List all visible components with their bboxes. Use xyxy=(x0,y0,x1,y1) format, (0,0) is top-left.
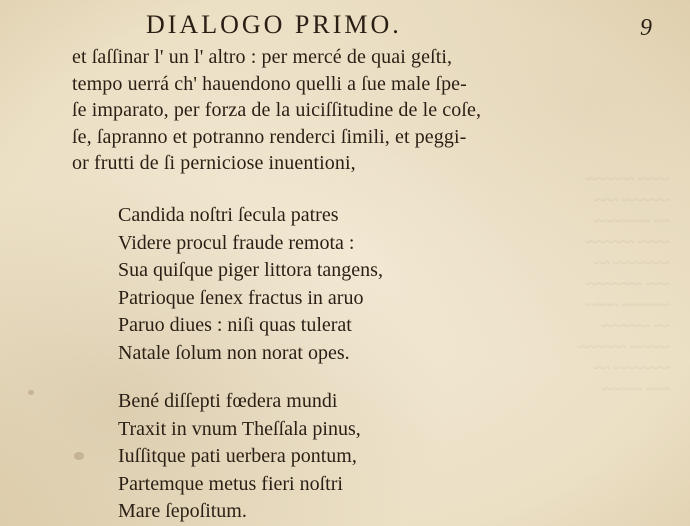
verse-line: Natale ſolum non norat opes. xyxy=(118,341,350,364)
verse-line: Sua quiſque piger littora tangens, xyxy=(118,259,383,281)
verse-stanza-2 xyxy=(118,388,361,526)
prose-line: or frutti de ſi perniciose inuentioni, xyxy=(72,152,356,174)
show-through-text: ~~~~ ~~~~~~ ~~~~~~ ~~~ ~~ ~~~~~~~ ~~~~ ~~~~~~ ~~~~~~~ ~~ ~~~ ~~~~~~~ ~~~~~~ ~~~~ ~~ ~~~~~~ ~~~~~ ~~~~~~ ~~~~~~~ ~~ ~~~ ~~~~~ xyxy=(576,172,670,398)
verse-line: Traxit in vnum Theſſala pinus, xyxy=(118,417,361,440)
page-header xyxy=(0,8,690,42)
foxing-spot xyxy=(28,390,34,395)
prose-line: ſe, ſapranno et potranno renderci ſimili, et peggi- xyxy=(72,125,467,148)
foxing-spot xyxy=(74,452,84,460)
prose-paragraph xyxy=(72,44,572,177)
prose-line: et ſaſſinar l' un l' altro : per mercé de quai geſti, xyxy=(72,46,453,68)
verse-line: Partemque metus fieri noſtri xyxy=(118,472,343,495)
verse-stanza-1 xyxy=(118,202,383,367)
running-head: DIALOGO PRIMO. xyxy=(146,10,402,39)
verse-line: Mare ſepoſitum. xyxy=(118,500,247,522)
verse-line: Candida noſtri ſecula patres xyxy=(118,204,339,226)
verse-line: Videre procul fraude remota : xyxy=(118,231,355,254)
verse-line: Bené diſſepti fœdera mundi xyxy=(118,390,338,412)
verse-line: Patrioque ſenex fractus in aruo xyxy=(118,286,364,309)
verse-line: Paruo diues : niſi quas tulerat xyxy=(118,314,352,336)
prose-line: ſe imparato, per forza de la uiciſſitudine de le coſe, xyxy=(72,99,482,121)
verse-line: Iuſſitque pati uerbera pontum, xyxy=(118,445,357,467)
page-number: 9 xyxy=(640,15,652,41)
prose-line: tempo uerrá ch' hauendono quelli a ſue male ſpe- xyxy=(72,72,467,95)
